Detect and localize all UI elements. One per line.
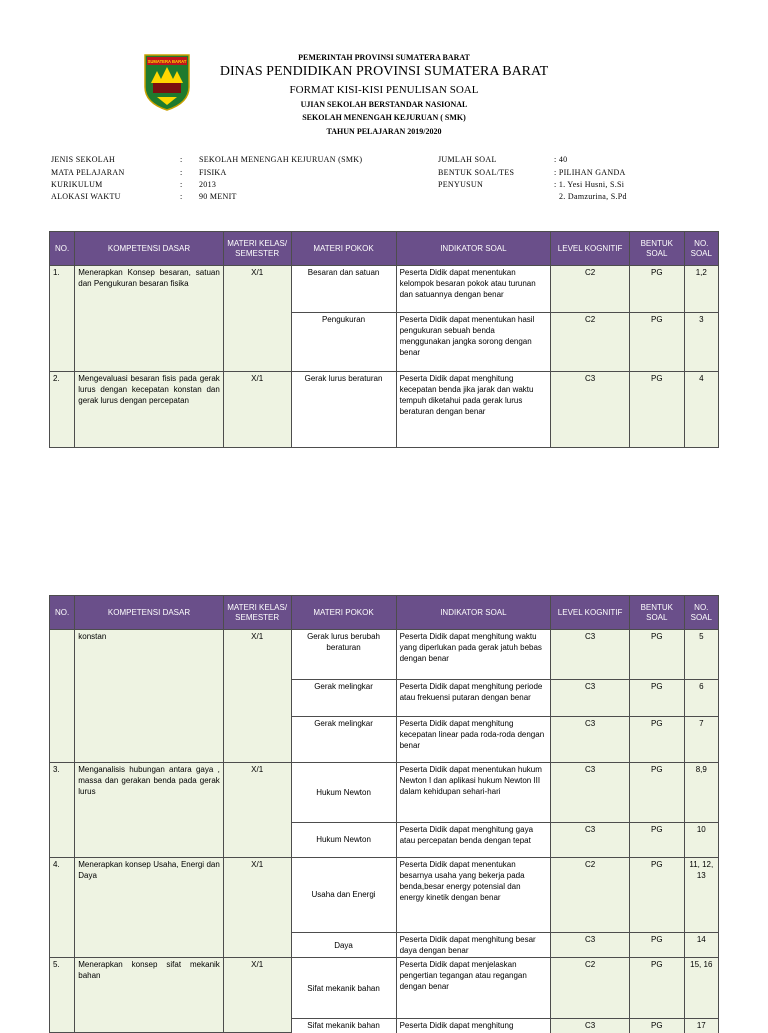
form: PG [630, 372, 685, 448]
info-value-school-type: SEKOLAH MENENGAH KEJURUAN (SMK) [199, 155, 363, 164]
info-sep: : [180, 155, 183, 164]
col-header-class: MATERI KELAS/ SEMESTER [223, 232, 291, 266]
col-header-number: NO. SOAL [684, 232, 718, 266]
row-number: 4. [50, 858, 75, 958]
form: PG [630, 933, 685, 958]
topic: Usaha dan Energi [291, 858, 396, 933]
col-header-no: NO. [50, 596, 75, 630]
table-row [50, 266, 719, 313]
table-row [50, 958, 719, 1019]
level: C3 [551, 823, 630, 858]
form: PG [630, 266, 685, 313]
form: PG [630, 958, 685, 1019]
level: C3 [551, 1019, 630, 1033]
topic: Sifat mekanik bahan [291, 1019, 396, 1033]
info-value-question-count: : 40 [554, 155, 568, 164]
topic: Gerak lurus beraturan [291, 372, 396, 448]
table-row [50, 858, 719, 933]
row-number: 5. [50, 958, 75, 1033]
indicator: Peserta Didik dapat menghitung kecepatan benda jika jarak dan waktu tempuh diketahui pada gerak lurus beraturan dengan benar [396, 372, 551, 448]
row-number: 2. [50, 372, 75, 448]
indicator: Peserta Didik dapat menghitung [396, 1019, 551, 1033]
info-label-school-type: JENIS SEKOLAH [51, 155, 116, 164]
form: PG [630, 717, 685, 763]
class-semester: X/1 [223, 630, 291, 763]
level: C3 [551, 630, 630, 680]
info-sep: : [180, 168, 183, 177]
topic: Sifat mekanik bahan [291, 958, 396, 1019]
info-label-subject: MATA PELAJARAN [51, 168, 125, 177]
topic: Gerak lurus berubah beraturan [291, 630, 396, 680]
class-semester: X/1 [223, 958, 291, 1033]
question-number: 7 [684, 717, 718, 763]
question-number: 11, 12, 13 [684, 858, 718, 933]
topic: Daya [291, 933, 396, 958]
competency: Menerapkan konsep sifat mekanik bahan [75, 958, 224, 1033]
logo-text: SUMATERA BARAT [147, 59, 187, 64]
row-number [50, 630, 75, 763]
competency: konstan [75, 630, 224, 763]
indicator: Peserta Didik dapat menentukan hasil pengukuran sebuah benda menggunakan jangka sorong dengan benar [396, 313, 551, 372]
form: PG [630, 858, 685, 933]
col-header-indicator: INDIKATOR SOAL [396, 596, 551, 630]
info-label-curriculum: KURIKULUM [51, 180, 103, 189]
level: C2 [551, 313, 630, 372]
competency: Mengevaluasi besaran fisis pada gerak lurus dengan kecepatan konstan dan gerak lurus dengan percepatan [75, 372, 224, 448]
level: C3 [551, 933, 630, 958]
info-value-curriculum: 2013 [199, 180, 217, 189]
question-number: 17 [684, 1019, 718, 1033]
level: C3 [551, 680, 630, 717]
question-number: 14 [684, 933, 718, 958]
topic: Pengukuran [291, 313, 396, 372]
kisi-table-2 [49, 595, 719, 1033]
header-academic-year: TAHUN PELAJARAN 2019/2020 [326, 127, 442, 136]
topic: Gerak melingkar [291, 680, 396, 717]
level: C2 [551, 858, 630, 933]
info-value-subject: FISIKA [199, 168, 227, 177]
class-semester: X/1 [223, 266, 291, 372]
col-header-form: BENTUK SOAL [630, 232, 685, 266]
info-label-author: PENYUSUN [438, 180, 484, 189]
question-number: 8,9 [684, 763, 718, 823]
col-header-topic: MATERI POKOK [291, 596, 396, 630]
level: C3 [551, 372, 630, 448]
info-value-author-2: 2. Damzurina, S.Pd [559, 192, 627, 201]
class-semester: X/1 [223, 858, 291, 958]
topic: Hukum Newton [291, 823, 396, 858]
form: PG [630, 763, 685, 823]
indicator: Peserta Didik dapat menghitung kecepatan linear pada roda-roda dengan benar [396, 717, 551, 763]
header-format-title: FORMAT KISI-KISI PENULISAN SOAL [289, 84, 479, 96]
header-government: PEMERINTAH PROVINSI SUMATERA BARAT [298, 53, 470, 62]
header-agency: DINAS PENDIDIKAN PROVINSI SUMATERA BARAT [219, 64, 549, 79]
topic: Hukum Newton [291, 763, 396, 823]
col-header-topic: MATERI POKOK [291, 232, 396, 266]
indicator: Peserta Didik dapat menghitung waktu yang diperlukan pada gerak jatuh bebas dengan benar [396, 630, 551, 680]
indicator: Peserta Didik dapat menghitung periode atau frekuensi putaran dengan benar [396, 680, 551, 717]
question-number: 6 [684, 680, 718, 717]
col-header-class: MATERI KELAS/ SEMESTER [223, 596, 291, 630]
level: C2 [551, 958, 630, 1019]
info-value-author-1: : 1. Yesi Husni, S.Si [554, 180, 625, 189]
level: C2 [551, 266, 630, 313]
question-number: 1,2 [684, 266, 718, 313]
col-header-number: NO. SOAL [684, 596, 718, 630]
question-number: 4 [684, 372, 718, 448]
indicator: Peserta Didik dapat menentukan hukum Newton I dan aplikasi hukum Newton III dalam kehidupan sehari-hari [396, 763, 551, 823]
kisi-table-1 [49, 231, 719, 448]
form: PG [630, 680, 685, 717]
table-row [50, 763, 719, 823]
info-value-question-type: : PILIHAN GANDA [554, 168, 626, 177]
question-number: 3 [684, 313, 718, 372]
class-semester: X/1 [223, 763, 291, 858]
col-header-indicator: INDIKATOR SOAL [396, 232, 551, 266]
row-number: 1. [50, 266, 75, 372]
indicator: Peserta Didik dapat menentukan kelompok besaran pokok atau turunan dan satuannya dengan benar [396, 266, 551, 313]
question-number: 5 [684, 630, 718, 680]
col-header-form: BENTUK SOAL [630, 596, 685, 630]
info-sep: : [180, 192, 183, 201]
indicator: Peserta Didik dapat menentukan besarnya usaha yang bekerja pada benda,besar energy potensial dan energy kinetik dengan benar [396, 858, 551, 933]
competency: Menerapkan konsep Usaha, Energi dan Daya [75, 858, 224, 958]
header-exam: UJIAN SEKOLAH BERSTANDAR NASIONAL [300, 100, 468, 109]
topic: Gerak melingkar [291, 717, 396, 763]
header-school-type: SEKOLAH MENENGAH KEJURUAN ( SMK) [302, 113, 466, 122]
indicator: Peserta Didik dapat menghitung besar daya dengan benar [396, 933, 551, 958]
question-number: 10 [684, 823, 718, 858]
competency: Menerapkan Konsep besaran, satuan dan Pengukuran besaran fisika [75, 266, 224, 372]
topic: Besaran dan satuan [291, 266, 396, 313]
info-sep: : [180, 180, 183, 189]
info-label-question-type: BENTUK SOAL/TES [438, 168, 515, 177]
form: PG [630, 630, 685, 680]
form: PG [630, 1019, 685, 1033]
form: PG [630, 823, 685, 858]
row-number: 3. [50, 763, 75, 858]
info-value-time: 90 MENIT [199, 192, 237, 201]
competency: Menganalisis hubungan antara gaya , massa dan gerakan benda pada gerak lurus [75, 763, 224, 858]
table-row [50, 630, 719, 680]
info-label-question-count: JUMLAH SOAL [438, 155, 497, 164]
col-header-kd: KOMPETENSI DASAR [75, 596, 224, 630]
form: PG [630, 313, 685, 372]
class-semester: X/1 [223, 372, 291, 448]
table-row [50, 372, 719, 448]
level: C3 [551, 763, 630, 823]
indicator: Peserta Didik dapat menghitung gaya atau percepatan benda dengan tepat [396, 823, 551, 858]
question-number: 15, 16 [684, 958, 718, 1019]
indicator: Peserta Didik dapat menjelaskan pengertian tegangan atau regangan dengan benar [396, 958, 551, 1019]
info-label-time: ALOKASI WAKTU [51, 192, 121, 201]
col-header-level: LEVEL KOGNITIF [551, 232, 630, 266]
col-header-level: LEVEL KOGNITIF [551, 596, 630, 630]
col-header-kd: KOMPETENSI DASAR [75, 232, 224, 266]
col-header-no: NO. [50, 232, 75, 266]
level: C3 [551, 717, 630, 763]
